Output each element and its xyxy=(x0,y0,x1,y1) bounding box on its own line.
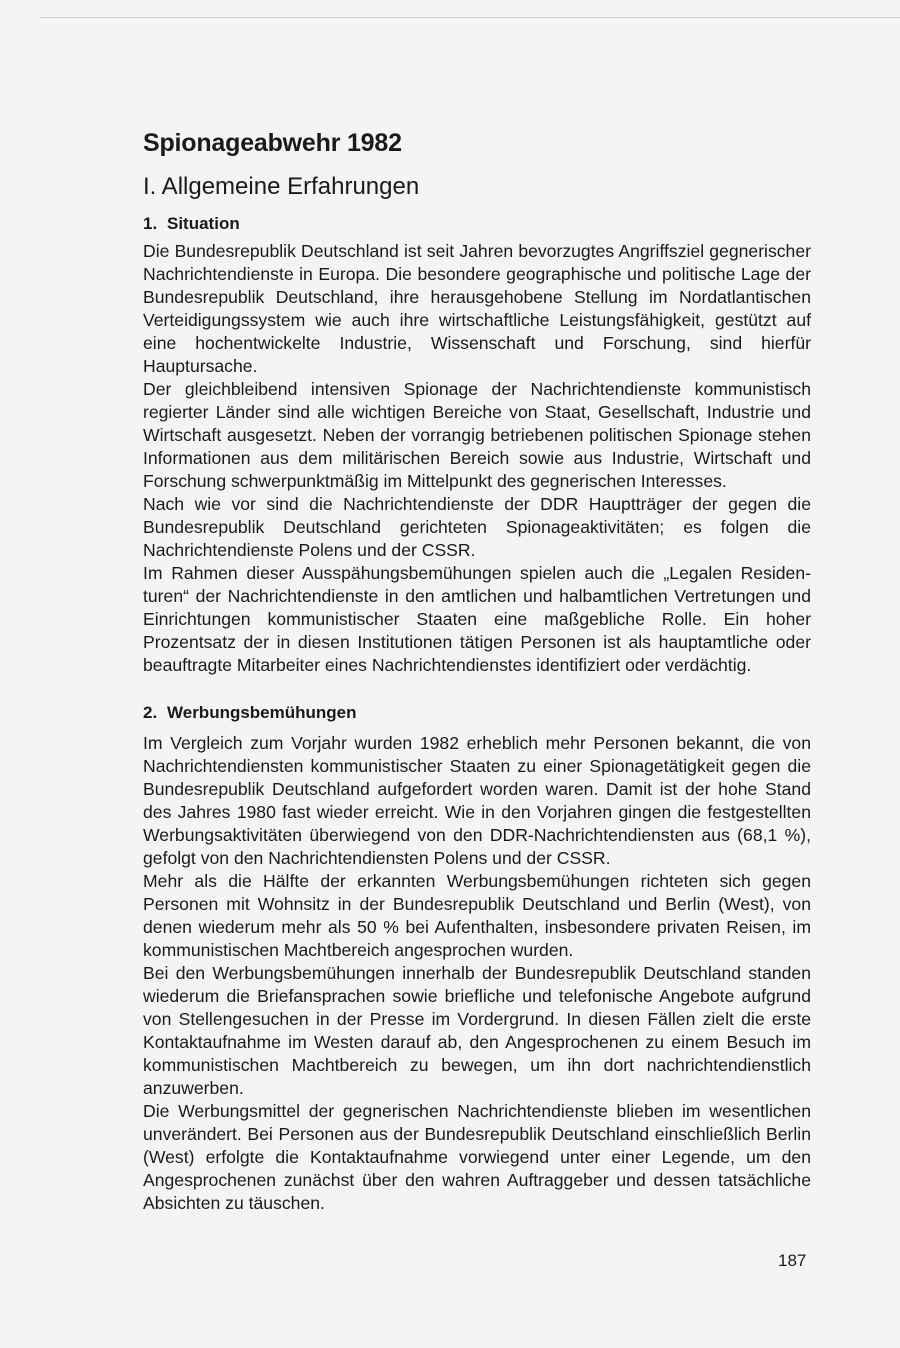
section-2-paragraph-1: Im Vergleich zum Vorjahr wurden 1982 erheblich mehr Personen bekannt, die von Nachrichtendiensten kommunistischer Staaten zu einer Spionagetätigkeit gegen die Bundesrepublik Deutschland aufgefordert worden waren. Damit ist der hohe Stand des Jahres 1980 fast wieder erreicht. Wie in den Vorjahren gingen die festgestellten Werbungsaktivitäten überwiegend von den DDR-Nachrichtendiensten aus (68,1 %), gefolgt von den Nachrichtendiensten Polens und der CSSR. xyxy=(143,733,811,868)
section-1-title: Situation xyxy=(167,214,240,233)
section-2-body xyxy=(143,732,811,1215)
section-1-heading xyxy=(143,212,811,236)
section-2-title: Werbungsbemühungen xyxy=(167,703,357,722)
section-2-paragraph-2: Mehr als die Hälfte der erkannten Werbungsbemühungen richteten sich gegen Personen mit Wohnsitz in der Bundesrepublik Deutschland und Berlin (West), von denen wiederum mehr als 50 % bei Aufenthalten, insbesondere privaten Reisen, im kommunistischen Machtbereich angesprochen wurden. xyxy=(143,871,811,960)
chapter-heading: I. Allgemeine Erfahrungen xyxy=(143,173,420,200)
section-2-number: 2. xyxy=(143,703,158,722)
section-1-paragraph-2: Der gleichbleibend intensiven Spionage der Nachrichtendienste kommunistisch regierter Länder sind alle wichtigen Bereiche von Staat, Gesellschaft, Industrie und Wirtschaft ausgesetzt. Neben der vorrangig betriebenen politischen Spionage stehen Informationen aus dem militärischen Bereich sowie aus Industrie, Wirtschaft und Forschung schwerpunktmäßig im Mittelpunkt des gegnerischen Interesses. xyxy=(143,379,811,491)
page-number: 187 xyxy=(778,1251,807,1270)
section-1-paragraph-4: Im Rahmen dieser Ausspähungsbemühungen spielen auch die „Legalen Residenturen“ der Nachrichtendienste in den amtlichen und halbamtlichen Vertretungen und Einrichtungen kommunistischer Staaten eine maßgebliche Rolle. Ein hoher Prozentsatz der in diesen Institutionen tätigen Personen ist als hauptamtliche oder beauftragte Mitarbeiter eines Nachrichtendienstes identifiziert oder verdächtig. xyxy=(143,563,811,675)
section-1-paragraph-1: Die Bundesrepublik Deutschland ist seit Jahren bevorzugtes Angriffsziel gegnerischer Nachrichtendienste in Europa. Die besondere geographische und politische Lage der Bundesrepublik Deutschland, ihre herausgehobene Stellung im Nordatlantischen Verteidigungssystem wie auch ihre wirtschaftliche Leistungsfähigkeit, gestützt auf eine hochentwickelte Industrie, Wissenschaft und Forschung, sind hierfür Hauptursache. xyxy=(143,241,811,376)
section-2-paragraph-4: Die Werbungsmittel der gegnerischen Nachrichtendienste blieben im wesentlichen unverändert. Bei Personen aus der Bundesrepublik Deutschland einschließlich Berlin (West) erfolgte die Kontaktaufnahme vorwiegend unter einer Legende, um den Angesprochenen zunächst über den wahren Auftraggeber und dessen tatsächliche Absichten zu täuschen. xyxy=(143,1101,811,1213)
section-2-heading xyxy=(143,701,811,725)
document-title: Spionageabwehr 1982 xyxy=(143,129,402,157)
section-1-body xyxy=(143,240,811,677)
section-1-number: 1. xyxy=(143,214,158,233)
section-2-paragraph-3: Bei den Werbungsbemühungen innerhalb der Bundesrepublik Deutschland standen wiederum die Briefansprachen sowie briefliche und telefonische Angebote aufgrund von Stellengesuchen in der Presse im Vordergrund. In diesen Fällen zielt die erste Kontaktaufnahme im Westen darauf ab, den Angesprochenen zu einem Besuch im kommunistischen Machtbereich zu bewegen, um ihn dort nachrichtendienstlich anzuwerben. xyxy=(143,963,811,1098)
page-content xyxy=(143,126,811,1215)
section-1-paragraph-3: Nach wie vor sind die Nachrichtendienste der DDR Hauptträger der gegen die Bundesrepublik Deutschland gerichteten Spionageaktivitäten; es folgen die Nachrichtendienste Polens und der CSSR. xyxy=(143,494,811,560)
scan-top-edge-line xyxy=(40,17,900,18)
